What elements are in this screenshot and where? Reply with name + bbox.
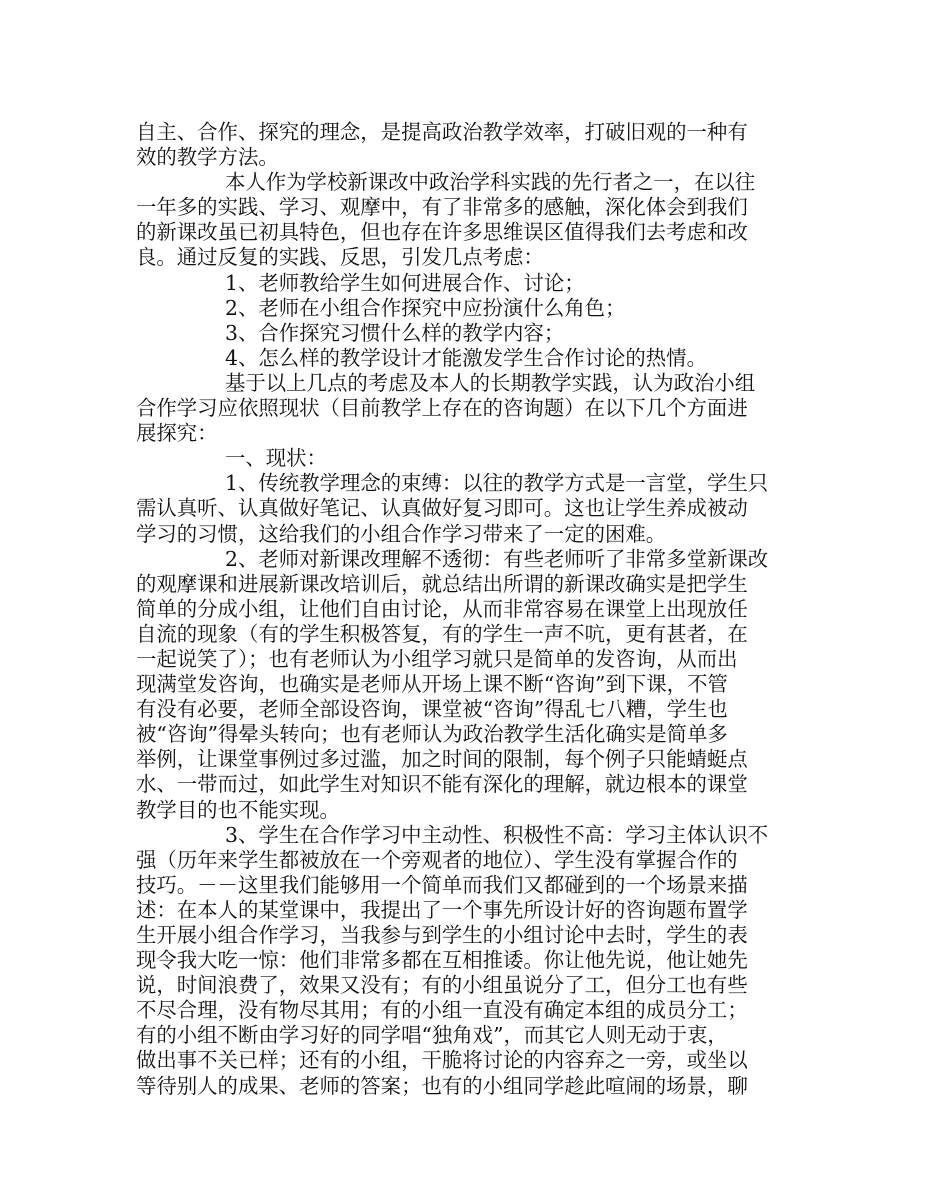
text-line: 合作学习应依照现状（目前教学上存在的咨询题）在以下几个方面进 — [136, 396, 748, 421]
text-line: 强（历年来学生都被放在一个旁观者的地位）、学生没有掌握合作的 — [136, 847, 738, 872]
text-line: 的新课改虽已初具特色，但也存在许多思维误区值得我们去考虑和改 — [136, 220, 748, 245]
text-line: 本人作为学校新课改中政治学科实践的先行者之一，在以往 — [225, 170, 756, 195]
text-line: 述：在本人的某堂课中，我提出了一个事先所设计好的咨询题布置学 — [136, 897, 748, 922]
text-line: 一起说笑了）；也有老师认为小组学习就只是简单的发咨询，从而出 — [136, 646, 738, 671]
text-line: 需认真听、认真做好笔记、认真做好复习即可。这也让学生养成被动 — [136, 496, 748, 521]
text-line: 3、合作探究习惯什么样的教学内容； — [225, 320, 565, 345]
text-line: 有的小组不断由学习好的同学唱“独角戏”，而其它人则无动于衷， — [136, 1023, 728, 1048]
text-line: 基于以上几点的考虑及本人的长期教学实践，认为政治小组 — [225, 370, 756, 395]
text-line: 1、老师教给学生如何进展合作、讨论； — [225, 270, 585, 295]
document-body — [136, 120, 816, 1099]
text-line: 效的教学方法。 — [136, 145, 279, 170]
text-line: 良。通过反复的实践、反思，引发几点考虑： — [136, 245, 544, 270]
text-line: 不尽合理，没有物尽其用；有的小组一直没有确定本组的成员分工； — [136, 998, 748, 1023]
text-line: 举例，让课堂事例过多过滥，加之时间的限制，每个例子只能蜻蜓点 — [136, 747, 748, 772]
text-line: 水、一带而过，如此学生对知识不能有深化的理解，就边根本的课堂 — [136, 772, 748, 797]
text-line: 说，时间浪费了，效果又没有；有的小组虽说分了工，但分工也有些 — [136, 973, 748, 998]
text-line: 被“咨询”得晕头转向；也有老师认为政治教学生活化确实是简单多 — [136, 722, 728, 747]
text-line: 教学目的也不能实现。 — [136, 797, 340, 822]
text-line: 2、老师在小组合作探究中应扮演什么角色； — [225, 295, 626, 320]
text-line: 生开展小组合作学习，当我参与到学生的小组讨论中去时，学生的表 — [136, 923, 748, 947]
text-line: 现满堂发咨询，也确实是老师从开场上课不断“咨询”到下课，不管 — [136, 672, 728, 697]
text-line: 自主、合作、探究的理念，是提高政治教学效率，打破旧观的一种有 — [136, 120, 748, 144]
text-line: 技巧。－－这里我们能够用一个简单而我们又都碰到的一个场景来描 — [136, 872, 748, 897]
text-line: 自流的现象（有的学生积极答复，有的学生一声不吭，更有甚者，在 — [136, 621, 748, 646]
text-line: 的观摩课和进展新课改培训后，就总结出所谓的新课改确实是把学生 — [136, 571, 748, 596]
text-line: 1、传统教学理念的束缚：以往的教学方式是一言堂，学生只 — [225, 471, 769, 496]
text-line: 学习的习惯，这给我们的小组合作学习带来了一定的困难。 — [136, 521, 667, 546]
text-line: 简单的分成小组，让他们自由讨论，从而非常容易在课堂上出现放任 — [136, 596, 748, 621]
text-line: 有没有必要，老师全部设咨询，课堂被“咨询”得乱七八糟，学生也 — [136, 697, 728, 722]
text-line: 3、学生在合作学习中主动性、积极性不高：学习主体认识不 — [225, 822, 769, 847]
text-line: 做出事不关已样；还有的小组，干脆将讨论的内容弃之一旁，或坐以 — [136, 1048, 748, 1073]
text-line: 2、老师对新课改理解不透彻：有些老师听了非常多堂新课改 — [225, 546, 769, 571]
text-line: 等待别人的成果、老师的答案；也有的小组同学趁此喧闹的场景，聊 — [136, 1073, 748, 1098]
text-line: 一年多的实践、学习、观摩中，有了非常多的感触，深化体会到我们 — [136, 195, 748, 220]
text-line: 现令我大吃一惊：他们非常多都在互相推诿。你让他先说，他让她先 — [136, 948, 748, 973]
text-line: 展探究： — [136, 421, 218, 446]
text-line: 4、怎么样的教学设计才能激发学生合作讨论的热情。 — [225, 345, 707, 370]
text-line: 一、现状： — [225, 446, 327, 471]
